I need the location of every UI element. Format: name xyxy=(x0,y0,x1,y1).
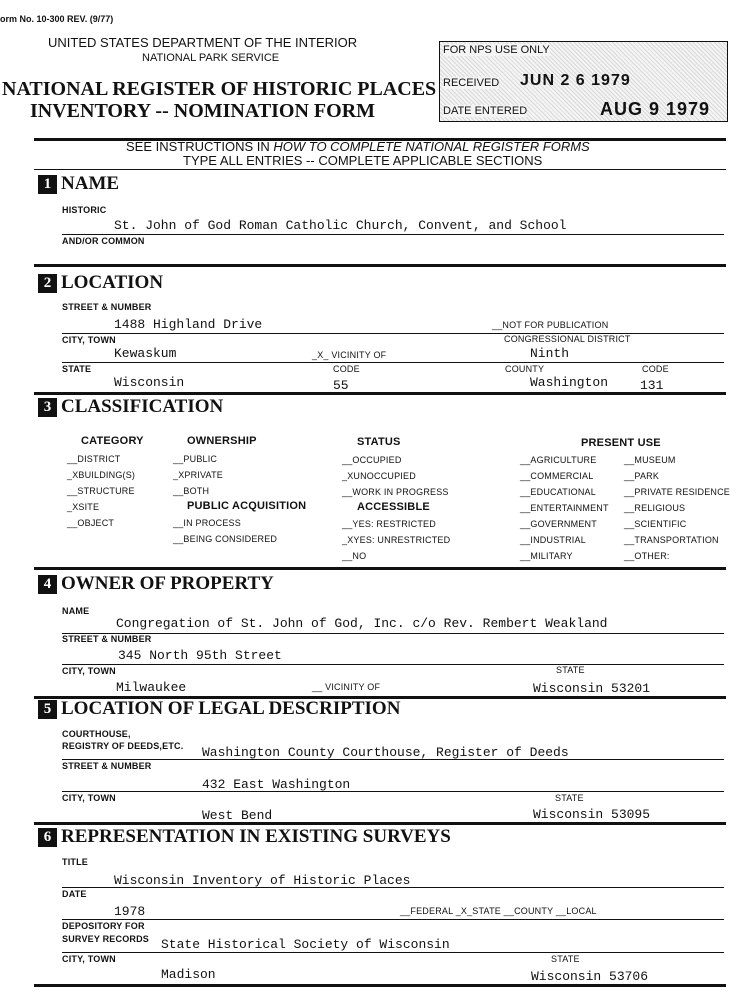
category-option: __STRUCTURE xyxy=(67,486,135,496)
present-use-option: __OTHER: xyxy=(624,551,670,561)
historic-label: HISTORIC xyxy=(62,205,107,215)
nps-use-only-box xyxy=(439,41,728,122)
section-title: OWNER OF PROPERTY xyxy=(61,573,274,594)
present-use-option: __MILITARY xyxy=(520,551,573,561)
category-heading: CATEGORY xyxy=(81,435,144,447)
owner-street-label: STREET & NUMBER xyxy=(62,634,152,644)
section-3-heading xyxy=(38,396,223,418)
accessible-heading: ACCESSIBLE xyxy=(357,501,430,513)
section-number: 3 xyxy=(38,398,57,417)
survey-state-label: STATE xyxy=(551,954,580,964)
present-use-option: __ENTERTAINMENT xyxy=(520,503,609,513)
survey-records-label: SURVEY RECORDS xyxy=(62,934,149,944)
owner-name-label: NAME xyxy=(62,606,90,616)
section-6-heading xyxy=(38,826,451,848)
legal-street-label: STREET & NUMBER xyxy=(62,761,152,771)
form-title-line2: INVENTORY -- NOMINATION FORM xyxy=(30,100,376,122)
section-title: CLASSIFICATION xyxy=(61,396,224,417)
department-name: UNITED STATES DEPARTMENT OF THE INTERIOR xyxy=(48,35,358,50)
depository-value: State Historical Society of Wisconsin xyxy=(161,937,450,952)
depository-label: DEPOSITORY FOR xyxy=(62,921,145,931)
common-name-label: AND/OR COMMON xyxy=(62,236,145,246)
section-title: LOCATION xyxy=(61,272,164,293)
survey-date-label: DATE xyxy=(62,889,87,899)
legal-city-value: West Bend xyxy=(202,808,273,823)
form-title-line1: NATIONAL REGISTER OF HISTORIC PLACES xyxy=(2,78,437,100)
section-2-heading xyxy=(38,272,163,294)
nps-box-heading: FOR NPS USE ONLY xyxy=(443,44,550,56)
section-number: 2 xyxy=(38,274,57,293)
survey-city-label: CITY, TOWN xyxy=(62,954,116,964)
county-code-label: CODE xyxy=(642,364,669,374)
present-use-option: __INDUSTRIAL xyxy=(520,535,586,545)
present-use-option: __RELIGIOUS xyxy=(624,503,686,513)
section-number: 5 xyxy=(38,700,57,719)
state-value: Wisconsin xyxy=(114,375,185,390)
owner-city-label: CITY, TOWN xyxy=(62,666,116,676)
category-option: __OBJECT xyxy=(67,518,115,528)
owner-city-value: Milwaukee xyxy=(116,680,187,695)
registry-label: REGISTRY OF DEEDS,ETC. xyxy=(62,741,184,751)
present-use-option: __GOVERNMENT xyxy=(520,519,597,529)
category-option: __DISTRICT xyxy=(67,454,121,464)
county-label: COUNTY xyxy=(505,364,545,374)
status-option: __WORK IN PROGRESS xyxy=(342,487,449,497)
instructions-text: SEE INSTRUCTIONS IN xyxy=(126,139,274,154)
survey-title-value: Wisconsin Inventory of Historic Places xyxy=(114,873,411,888)
section-5-heading xyxy=(38,698,400,720)
legal-city-label: CITY, TOWN xyxy=(62,793,116,803)
public-acquisition-heading: PUBLIC ACQUISITION xyxy=(187,500,307,512)
status-option: _XUNOCCUPIED xyxy=(342,471,416,481)
present-use-option: __COMMERCIAL xyxy=(520,471,594,481)
section-4-heading xyxy=(38,573,274,595)
acquisition-option: __BEING CONSIDERED xyxy=(173,534,278,544)
vicinity-of-checkbox: _X_ VICINITY OF xyxy=(312,350,387,360)
county-value: Washington xyxy=(530,375,609,390)
instructions-line1 xyxy=(126,139,590,154)
accessible-option: __NO xyxy=(342,551,367,561)
survey-state-value: Wisconsin 53706 xyxy=(531,969,649,984)
section-number: 1 xyxy=(38,175,57,194)
survey-level-options: __FEDERAL _X_STATE __COUNTY __LOCAL xyxy=(400,906,597,916)
legal-street-value: 432 East Washington xyxy=(202,777,351,792)
status-option: __OCCUPIED xyxy=(342,455,402,465)
received-stamp: JUN 2 6 1979 xyxy=(520,72,631,89)
section-number: 4 xyxy=(38,575,57,594)
service-name: NATIONAL PARK SERVICE xyxy=(142,52,280,64)
state-label: STATE xyxy=(62,364,92,374)
not-for-publication: __NOT FOR PUBLICATION xyxy=(492,320,609,330)
present-use-option: __AGRICULTURE xyxy=(520,455,597,465)
legal-state-label: STATE xyxy=(555,793,584,803)
owner-vicinity-checkbox: __ VICINITY OF xyxy=(312,682,381,692)
survey-city-value: Madison xyxy=(161,967,216,982)
congressional-district-label: CONGRESSIONAL DISTRICT xyxy=(504,334,631,344)
accessible-option: __YES: RESTRICTED xyxy=(342,519,436,529)
present-use-option: __TRANSPORTATION xyxy=(624,535,719,545)
date-entered-label: DATE ENTERED xyxy=(443,105,528,117)
section-title: REPRESENTATION IN EXISTING SURVEYS xyxy=(61,826,451,847)
street-number-value: 1488 Highland Drive xyxy=(114,317,263,332)
congressional-district-value: Ninth xyxy=(530,346,570,361)
form-number: orm No. 10-300 REV. (9/77) xyxy=(0,14,114,24)
present-use-heading: PRESENT USE xyxy=(581,437,661,449)
courthouse-label: COURTHOUSE, xyxy=(62,729,131,739)
ownership-heading: OWNERSHIP xyxy=(187,435,257,447)
state-code-value: 55 xyxy=(333,378,349,393)
category-option: _XSITE xyxy=(67,502,100,512)
owner-state-value: Wisconsin 53201 xyxy=(533,681,651,696)
code-label: CODE xyxy=(333,364,360,374)
ownership-option: _XPRIVATE xyxy=(173,470,223,480)
acquisition-option: __IN PROCESS xyxy=(173,518,241,528)
survey-title-label: TITLE xyxy=(62,857,88,867)
instructions-title: HOW TO COMPLETE NATIONAL REGISTER FORMS xyxy=(273,139,590,154)
city-town-value: Kewaskum xyxy=(114,346,177,361)
date-entered-stamp: AUG 9 1979 xyxy=(600,99,711,119)
section-title: LOCATION OF LEGAL DESCRIPTION xyxy=(61,698,401,719)
category-option: _XBUILDING(S) xyxy=(67,470,136,480)
legal-state-value: Wisconsin 53095 xyxy=(533,807,651,822)
ownership-option: __PUBLIC xyxy=(173,454,218,464)
owner-street-value: 345 North 95th Street xyxy=(118,648,282,663)
courthouse-value: Washington County Courthouse, Register of Deeds xyxy=(202,745,569,760)
county-code-value: 131 xyxy=(640,378,664,393)
city-town-label: CITY, TOWN xyxy=(62,335,116,345)
historic-name-value: St. John of God Roman Catholic Church, Convent, and School xyxy=(114,218,567,233)
owner-name-value: Congregation of St. John of God, Inc. c/o Rev. Rembert Weakland xyxy=(116,616,608,631)
section-title: NAME xyxy=(61,173,120,194)
present-use-option: __MUSEUM xyxy=(624,455,676,465)
present-use-option: __SCIENTIFIC xyxy=(624,519,687,529)
status-heading: STATUS xyxy=(357,436,401,448)
owner-state-label: STATE xyxy=(556,665,585,675)
instructions-line2: TYPE ALL ENTRIES -- COMPLETE APPLICABLE SECTIONS xyxy=(183,153,543,168)
survey-date-value: 1978 xyxy=(114,904,146,919)
accessible-option: _XYES: UNRESTRICTED xyxy=(342,535,451,545)
present-use-option: __PRIVATE RESIDENCE xyxy=(624,487,730,497)
street-number-label: STREET & NUMBER xyxy=(62,302,152,312)
section-1-heading xyxy=(38,173,119,195)
present-use-option: __PARK xyxy=(624,471,660,481)
present-use-option: __EDUCATIONAL xyxy=(520,487,596,497)
received-label: RECEIVED xyxy=(443,77,500,89)
ownership-option: __BOTH xyxy=(173,486,210,496)
section-number: 6 xyxy=(38,828,57,847)
